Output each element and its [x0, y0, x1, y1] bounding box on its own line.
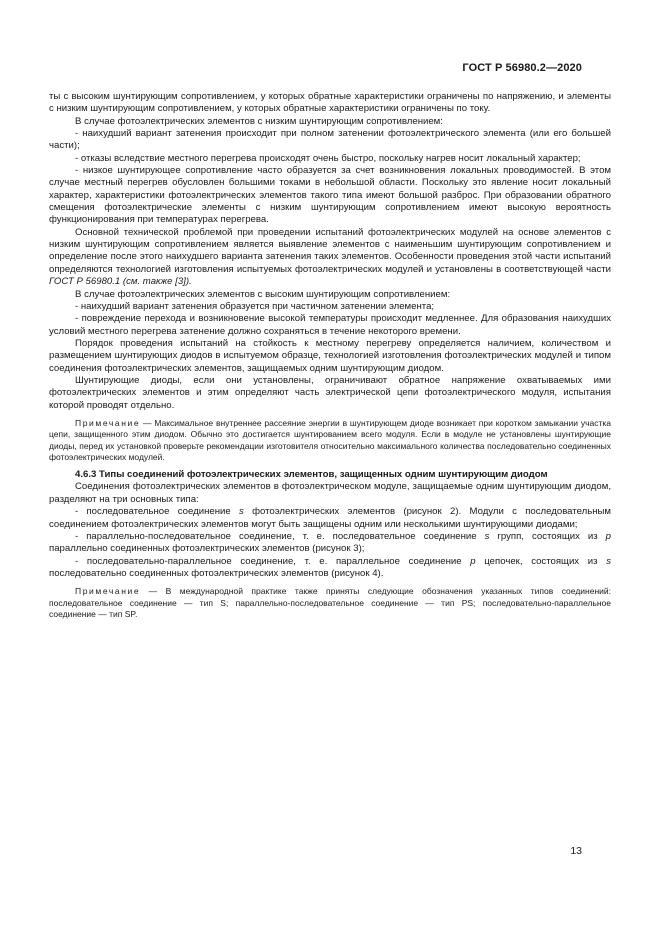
note-bypass-diode	[49, 418, 611, 463]
document-code-header: ГОСТ Р 56980.2—2020	[462, 62, 582, 74]
note-connection-types	[49, 586, 611, 620]
paragraph-bypass-diodes: Шунтирующие диоды, если они установлены, ограничивают обратное напряжение охватываемых ими фотоэлектрических элементов и этим определяют часть электрической цепи фотоэлектрического модуля, испытания которой проводят отдельно.	[49, 374, 611, 411]
paragraph-main-problem	[49, 227, 611, 289]
list-item-series-parallel: - последовательно-параллельное соединение, т. е. параллельное соединение p цепочек, состоящих из s последовательно соединенных фотоэлектрических элементов (рисунок 4).	[49, 555, 612, 579]
standard-reference-link: ГОСТ Р 56980.1 (см. также [3]).	[49, 276, 192, 288]
paragraph-main-problem-text: Основной технической проблемой при проведении испытаний фотоэлектрических модулей на основе элементов с низким шунтирующим сопротивлением является выявление элементов с наименьшим шунтирующим сопротивлением и определение после этого наихудшего варианта затенения таких элементов. Особенности проведения этой части испытаний определяются технологией изготовления испытуемых фотоэлектрических модулей и установлены в соответствующей части	[49, 226, 611, 275]
page-number: 13	[570, 845, 582, 857]
paragraph-continuation: ты с высоким шунтирующим сопротивлением, у которых обратные характеристики ограничены по напряжению, и элементы с низким шунтирующим сопротивлением, у которых обратные характеристики ограничены по току.	[49, 91, 611, 115]
section-heading: 4.6.3 Типы соединений фотоэлектрических элементов, защищенных одним шунтирующим диодом	[75, 469, 548, 481]
note-text: — В международной практике также приняты следующие обозначения указанных типов соединений: последовательное соединение — тип S; параллельно-последовательное соединение — тип PS; последовательно-параллельное соединение — тип SP.	[49, 586, 611, 619]
paragraph-high-shunt-intro: В случае фотоэлектрических элементов с высоким шунтирующим сопротивлением:	[75, 288, 451, 300]
note-label: Примечание	[75, 586, 141, 597]
note-label: Примечание	[75, 417, 141, 428]
list-item-series: - последовательное соединение s фотоэлектрических элементов (рисунок 2). Модули с последовательным соединением фотоэлектрических элементов могут быть защищены одним или несколькими шунтирующими диодами;	[49, 506, 611, 530]
list-item-parallel-series: - параллельно-последовательное соединение, т. е. последовательное соединение s групп, состоящих из p параллельно соединенных фотоэлектрических элементов (рисунок 3);	[49, 530, 611, 555]
paragraph-test-procedure: Порядок проведения испытаний на стойкость к местному перегреву определяется наличием, количеством и размещением шунтирующих диодов в испытуемом образце, технологией изготовления фотоэлектрических модулей и типом соединения фотоэлектрических элементов, защищаемых одним шунтирующим диодом.	[49, 337, 611, 374]
list-item-low-shunt-3: - низкое шунтирующее сопротивление часто образуется за счет возникновения локальных проводимостей. В этом случае местный перегрев обусловлен большими токами в небольшой области. Поскольку это явление носит локальный характер, характеристики фотоэлектрических элементов такого типа имеют большой разброс. При образовании обратного смещения фотоэлектрические элементы с низким шунтирующим сопротивлением имеют высокую вероятность функционирования при температурах перегрева.	[49, 165, 611, 226]
list-item-low-shunt-2: - отказы вследствие местного перегрева происходят очень быстро, поскольку нагрев носит локальный характер;	[75, 152, 581, 164]
paragraph-low-shunt-intro: В случае фотоэлектрических элементов с низким шунтирующим сопротивлением:	[75, 115, 443, 127]
section-intro: Соединения фотоэлектрических элементов в фотоэлектрическом модуле, защищаемые одним шунтирующим диодом, разделяют на три основных типа:	[49, 481, 611, 505]
note-text: — Максимальное внутреннее рассеяние энергии в шунтирующем диоде возникает при коротком замыкании участка цепи, защищенного этим диодом. Обычно это достигается шунтированием всего модуля. Если в модуле не установлены шунтирующие диоды, перед их установкой проверьте рекомендации изготовителя относительно максимального количества последовательно соединенных фотоэлектрических модулей.	[49, 417, 611, 462]
list-item-low-shunt-1: - наихудший вариант затенения происходит при полном затенении фотоэлектрического элемента (или его большей части);	[49, 128, 611, 152]
list-item-high-shunt-2: - повреждение перехода и возникновение высокой температуры происходит медленнее. Для образования наихудших условий местного перегрева затенение должно сохраняться в течение некоторого времени.	[49, 313, 611, 337]
list-item-high-shunt-1: - наихудший вариант затенения образуется при частичном затенении элемента;	[75, 300, 435, 312]
document-body	[49, 91, 611, 626]
